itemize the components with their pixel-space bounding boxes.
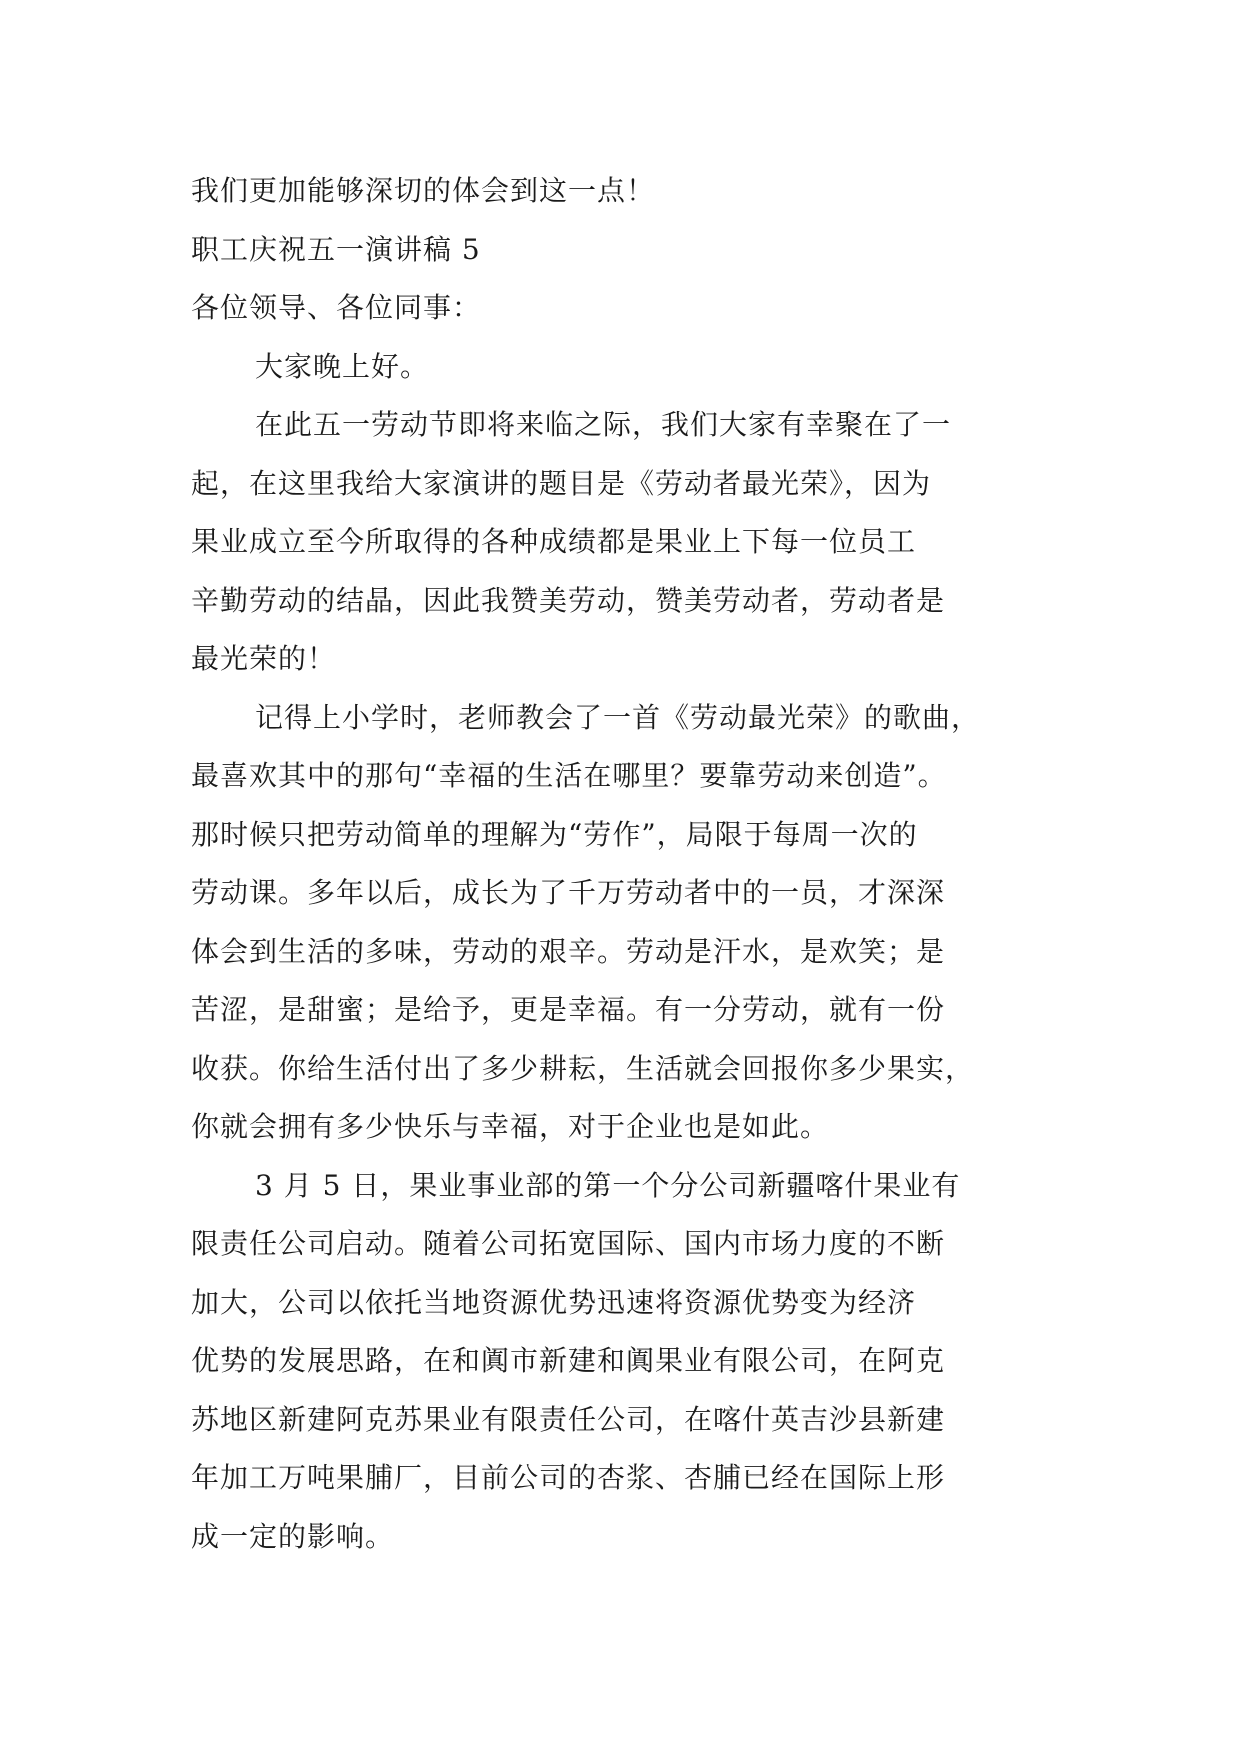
paragraph-line: 劳动课。多年以后，成长为了千万劳动者中的一员，才深深 <box>191 876 946 909</box>
greeting-line: 大家晚上好。 <box>255 349 430 383</box>
paragraph-line: 年加工万吨果脯厂，目前公司的杏浆、杏脯已经在国际上形 <box>191 1461 946 1494</box>
paragraph-line: 记得上小学时，老师教会了一首《劳动最光荣》的歌曲， <box>255 700 981 734</box>
paragraph-line: 最光荣的！ <box>191 642 337 675</box>
document-body <box>191 162 1066 1566</box>
paragraph-line: 果业成立至今所取得的各种成绩都是果业上下每一位员工 <box>191 525 917 558</box>
paragraph-line: 限责任公司启动。随着公司拓宽国际、国内市场力度的不断 <box>191 1227 946 1260</box>
paragraph-line: 起，在这里我给大家演讲的题目是《劳动者最光荣》，因为 <box>191 466 932 500</box>
paragraph-line: 体会到生活的多味，劳动的艰辛。劳动是汗水，是欢笑；是 <box>191 934 946 968</box>
paragraph-line: 最喜欢其中的那句“幸福的生活在哪里？要靠劳动来创造”。 <box>191 759 947 792</box>
paragraph-line: 苦涩，是甜蜜；是给予，更是幸福。有一分劳动，就有一份 <box>191 993 946 1026</box>
paragraph-line: 成一定的影响。 <box>191 1519 395 1553</box>
paragraph-line: 3 月 5 日，果业事业部的第一个分公司新疆喀什果业有 <box>255 1168 961 1202</box>
paragraph-line: 在此五一劳动节即将来临之际，我们大家有幸聚在了一 <box>255 408 952 441</box>
paragraph-line: 辛勤劳动的结晶，因此我赞美劳动，赞美劳动者，劳动者是 <box>191 583 946 617</box>
text-line: 我们更加能够深切的体会到这一点！ <box>191 174 656 207</box>
section-heading: 职工庆祝五一演讲稿 5 <box>191 232 481 266</box>
salutation-line: 各位领导、各位同事： <box>191 291 482 324</box>
paragraph-line: 收获。你给生活付出了多少耕耘，生活就会回报你多少果实， <box>191 1051 975 1085</box>
paragraph-line: 那时候只把劳动简单的理解为“劳作”，局限于每周一次的 <box>191 817 918 851</box>
paragraph-line: 苏地区新建阿克苏果业有限责任公司，在喀什英吉沙县新建 <box>191 1402 946 1436</box>
paragraph-line: 优势的发展思路，在和阗市新建和阗果业有限公司，在阿克 <box>191 1344 946 1377</box>
paragraph-line: 你就会拥有多少快乐与幸福，对于企业也是如此。 <box>191 1110 830 1143</box>
paragraph-line: 加大，公司以依托当地资源优势迅速将资源优势变为经济 <box>191 1285 917 1319</box>
